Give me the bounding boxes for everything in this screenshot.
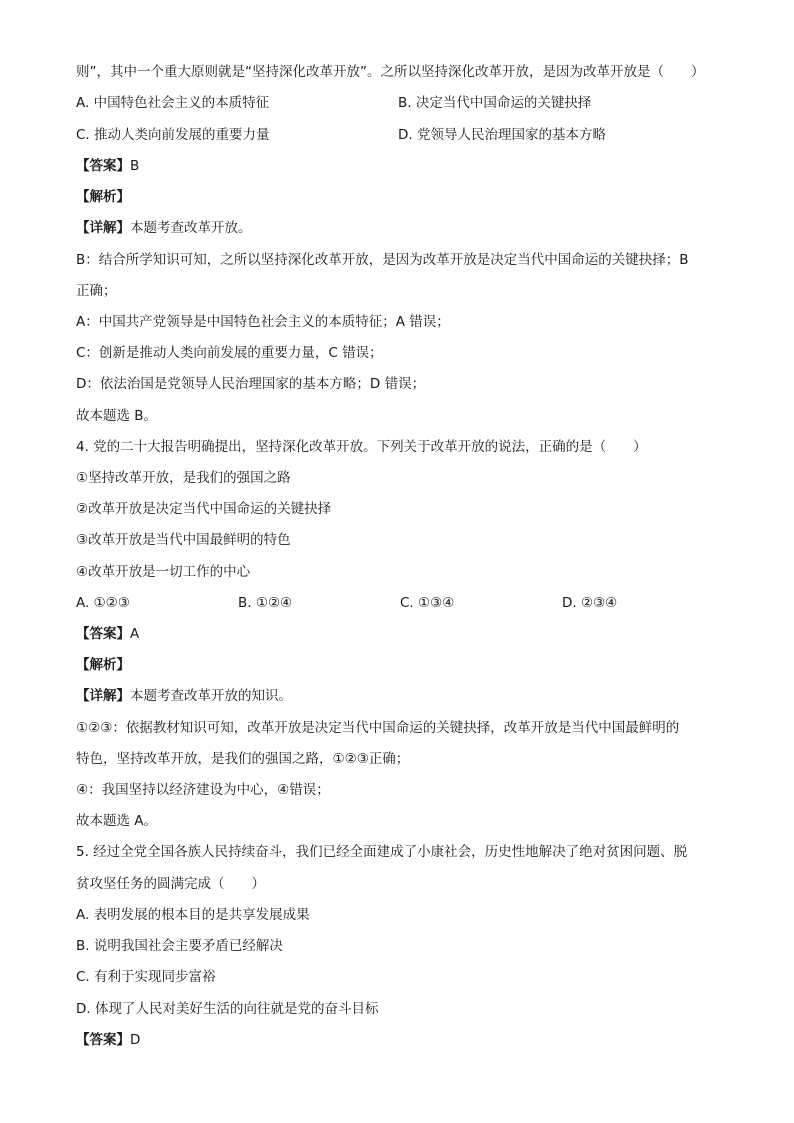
q3-analysis-tag: 【解析】 <box>76 189 130 205</box>
q5-option-d: D. 体现了人民对美好生活的向往就是党的奋斗目标 <box>76 1001 379 1017</box>
q4-stem: 4. 党的二十大报告明确提出，坚持深化改革开放。下列关于改革开放的说法，正确的是（ ） <box>76 439 647 455</box>
q3-explanation-line: D：依法治国是党领导人民治理国家的基本方略；D 错误； <box>76 376 426 392</box>
answer-tag: 【答案】 <box>76 626 130 642</box>
q4-option-b: B. ①②④ <box>238 595 293 611</box>
q3-explanation-line: C：创新是推动人类向前发展的重要力量，C 错误； <box>76 345 383 361</box>
q3-option-b: B. 决定当代中国命运的关键抉择 <box>398 95 592 111</box>
q5-answer <box>76 1031 140 1049</box>
answer-tag: 【答案】 <box>76 1032 130 1048</box>
q3-stem: 则”，其中一个重大原则就是“坚持深化改革开放”。之所以坚持深化改革开放，是因为改革开放是（ ） <box>76 64 705 80</box>
q3-option-a: A. 中国特色社会主义的本质特征 <box>76 95 270 111</box>
q5-option-a: A. 表明发展的根本目的是共享发展成果 <box>76 907 310 923</box>
q3-option-d: D. 党领导人民治理国家的基本方略 <box>398 127 606 143</box>
q5-option-c: C. 有利于实现同步富裕 <box>76 969 216 985</box>
detail-text: 本题考查改革开放。 <box>130 220 252 236</box>
q3-conclusion: 故本题选 B。 <box>76 408 158 424</box>
q3-option-c: C. 推动人类向前发展的重要力量 <box>76 127 270 143</box>
q4-answer <box>76 625 139 643</box>
q4-analysis-tag: 【解析】 <box>76 657 130 673</box>
q4-explanation-line: 特色，坚持改革开放，是我们的强国之路，①②③正确； <box>76 751 410 767</box>
q3-explanation-line: A：中国共产党领导是中国特色社会主义的本质特征；A 错误； <box>76 314 450 330</box>
answer-value: A <box>130 626 140 642</box>
q4-conclusion: 故本题选 A。 <box>76 813 158 829</box>
q4-explanation-line: ①②③：依据教材知识可知，改革开放是决定当代中国命运的关键抉择，改革开放是当代中国最鲜明的 <box>76 720 680 736</box>
answer-value: B <box>130 158 140 174</box>
q4-explanation-line: ④：我国坚持以经济建设为中心，④错误； <box>76 782 330 798</box>
q4-detail <box>76 687 292 705</box>
q4-option-c: C. ①③④ <box>400 595 455 611</box>
answer-tag: 【答案】 <box>76 158 130 174</box>
detail-text: 本题考查改革开放的知识。 <box>130 688 292 704</box>
q3-explanation-line: 正确； <box>76 283 117 299</box>
detail-tag: 【详解】 <box>76 220 130 236</box>
q4-item-2: ②改革开放是决定当代中国命运的关键抉择 <box>76 501 332 517</box>
q4-item-1: ①坚持改革开放，是我们的强国之路 <box>76 470 291 486</box>
q4-item-4: ④改革开放是一切工作的中心 <box>76 564 251 580</box>
q5-stem-line-1: 5. 经过全党全国各族人民持续奋斗，我们已经全面建成了小康社会，历史性地解决了绝对贫困问题、脱 <box>76 844 688 860</box>
q5-stem-line-2: 贫攻坚任务的圆满完成（ ） <box>76 876 265 892</box>
q3-detail <box>76 219 252 237</box>
q3-explanation-line: B：结合所学知识可知，之所以坚持深化改革开放，是因为改革开放是决定当代中国命运的关键抉择；B <box>76 252 689 268</box>
answer-value: D <box>130 1032 141 1048</box>
q4-item-3: ③改革开放是当代中国最鲜明的特色 <box>76 532 291 548</box>
q4-option-d: D. ②③④ <box>562 595 618 611</box>
q5-option-b: B. 说明我国社会主要矛盾已经解决 <box>76 938 283 954</box>
q3-answer <box>76 157 139 175</box>
detail-tag: 【详解】 <box>76 688 130 704</box>
q4-option-a: A. ①②③ <box>76 595 130 611</box>
